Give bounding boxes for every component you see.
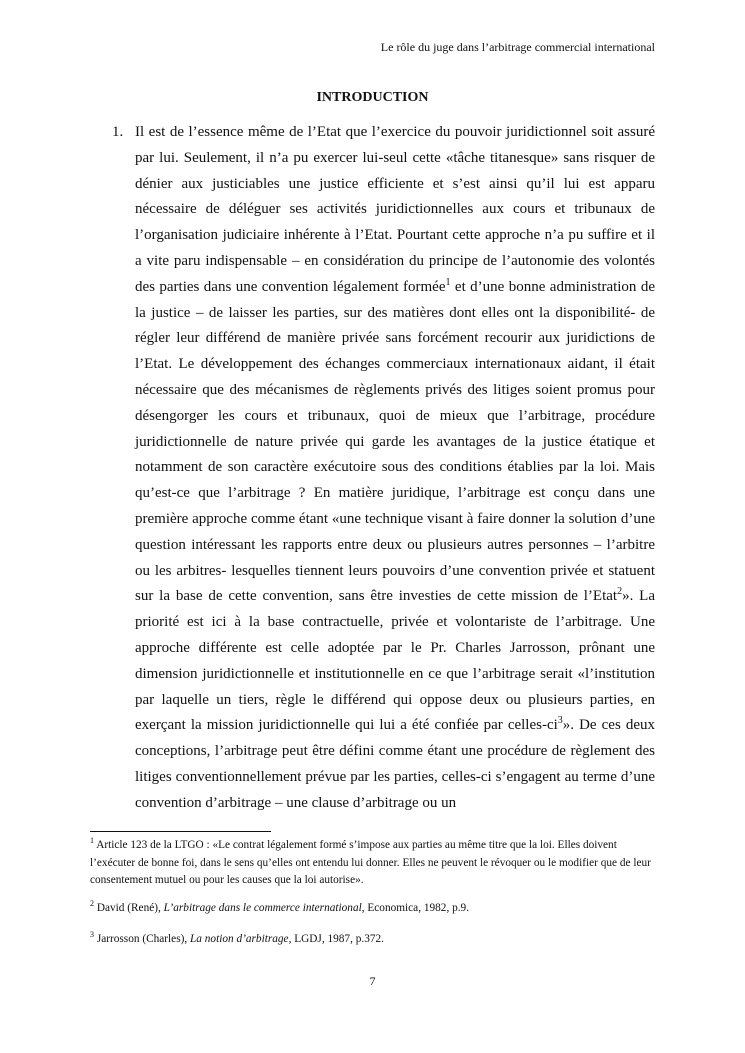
footnote-separator	[90, 831, 271, 832]
footnote-publication: , LGDJ, 1987, p.372.	[288, 933, 384, 945]
page-number: 7	[369, 974, 376, 988]
paragraph-text: Il est de l’essence même de l’Etat que l’exercice du pouvoir juridictionnel soit assuré par lui. Seulement, il n’a pu exercer lui-seul cette «tâche titanesque» sans risquer de dénier aux justiciables une justice efficiente et s’est ainsi qu’il lui est apparu nécessaire de déléguer ses activités juridictionnelles aux cours et tribunaux de l’organisation judiciaire inhérente à l’Etat. Pourtant cette approche n’a pu suffire et il a vite paru indispensable – en considération du principe de l’autonomie des volontés des parties dans une convention légalement formée	[135, 124, 655, 295]
footnote	[90, 837, 654, 890]
footnote-book-title: La notion d’arbitrage	[190, 933, 289, 945]
footnote-mark: 3	[90, 930, 94, 940]
section-title: INTRODUCTION	[316, 90, 429, 105]
paragraph-text: et d’une bonne administration de la justice – de laisser les parties, sur des matières dont elles ont la disponibilité- de régler leur différend de manière privée sans forcément recourir aux juridictions de l’Etat. Le développement des échanges commerciaux internationaux aidant, il était nécessaire que des mécanismes de règlements privés des litiges soient promus pour désengorger les cours et tribunaux, quoi de mieux que l’arbitrage, procédure juridictionnelle de nature privée qui garde les avantages de la justice étatique et notamment de son caractère exécutoire sous des conditions établies par la loi. Mais qu’est-ce que l’arbitrage ? En matière juridique, l’arbitrage est conçu dans une première approche comme étant «une technique visant à faire donner la solution d’une question intéressant les rapports entre deux ou plusieurs autres personnes – l’arbitre ou les arbitres- lesquelles tiennent leurs pouvoirs d’une convention privée et statuent sur la base de cette convention, sans être investies de cette mission de l’Etat	[135, 278, 656, 605]
paragraph-number: 1.	[112, 124, 124, 140]
paragraph-text: ». La priorité est ici à la base contractuelle, privée et volontariste de l’arbitrage. Une approche différente est celle adoptée par le Pr. Charles Jarrosson, prônant une dimension juridictionnelle et institutionnelle en ce que l’arbitrage serait «l’institution par laquelle un tiers, règle le différend qui oppose deux ou plusieurs parties, en exerçant la mission juridictionnelle qui lui a été confiée par celles-ci	[135, 588, 655, 734]
running-header: Le rôle du juge dans l’arbitrage commercial international	[380, 40, 655, 54]
footnote-book-title: L’arbitrage dans le commerce international	[163, 902, 362, 914]
footnote-publication: , Economica, 1982, p.9.	[361, 902, 470, 914]
footnote-author: David (René),	[94, 902, 164, 914]
footnote	[90, 900, 654, 918]
footnote-reference[interactable]: 1	[445, 276, 451, 288]
footnote-reference[interactable]: 2	[617, 586, 623, 598]
footnote-author: Jarrosson (Charles),	[94, 933, 191, 945]
footnote	[90, 931, 654, 949]
footnote-text: Article 123 de la LTGO : «Le contrat légalement formé s’impose aux parties au même titre que la loi. Elles doivent l’exécuter de bonne foi, dans le sens qu’elles ont entendu lui donner. Elles ne peuvent le révoquer ou le modifier que de leur consentement mutuel ou pour les causes que la loi autorise».	[90, 839, 651, 886]
body-paragraph	[135, 120, 655, 817]
paragraph-text: ». De ces deux conceptions, l’arbitrage peut être défini comme étant une procédure de règlement des litiges conventionnellement prévue par les parties, celles-ci s’engagent au terme d’une convention d’arbitrage – une clause d’arbitrage ou un	[135, 717, 655, 811]
footnote-mark: 2	[90, 899, 94, 909]
footnote-reference[interactable]: 3	[557, 715, 563, 727]
footnote-mark: 1	[90, 836, 94, 846]
